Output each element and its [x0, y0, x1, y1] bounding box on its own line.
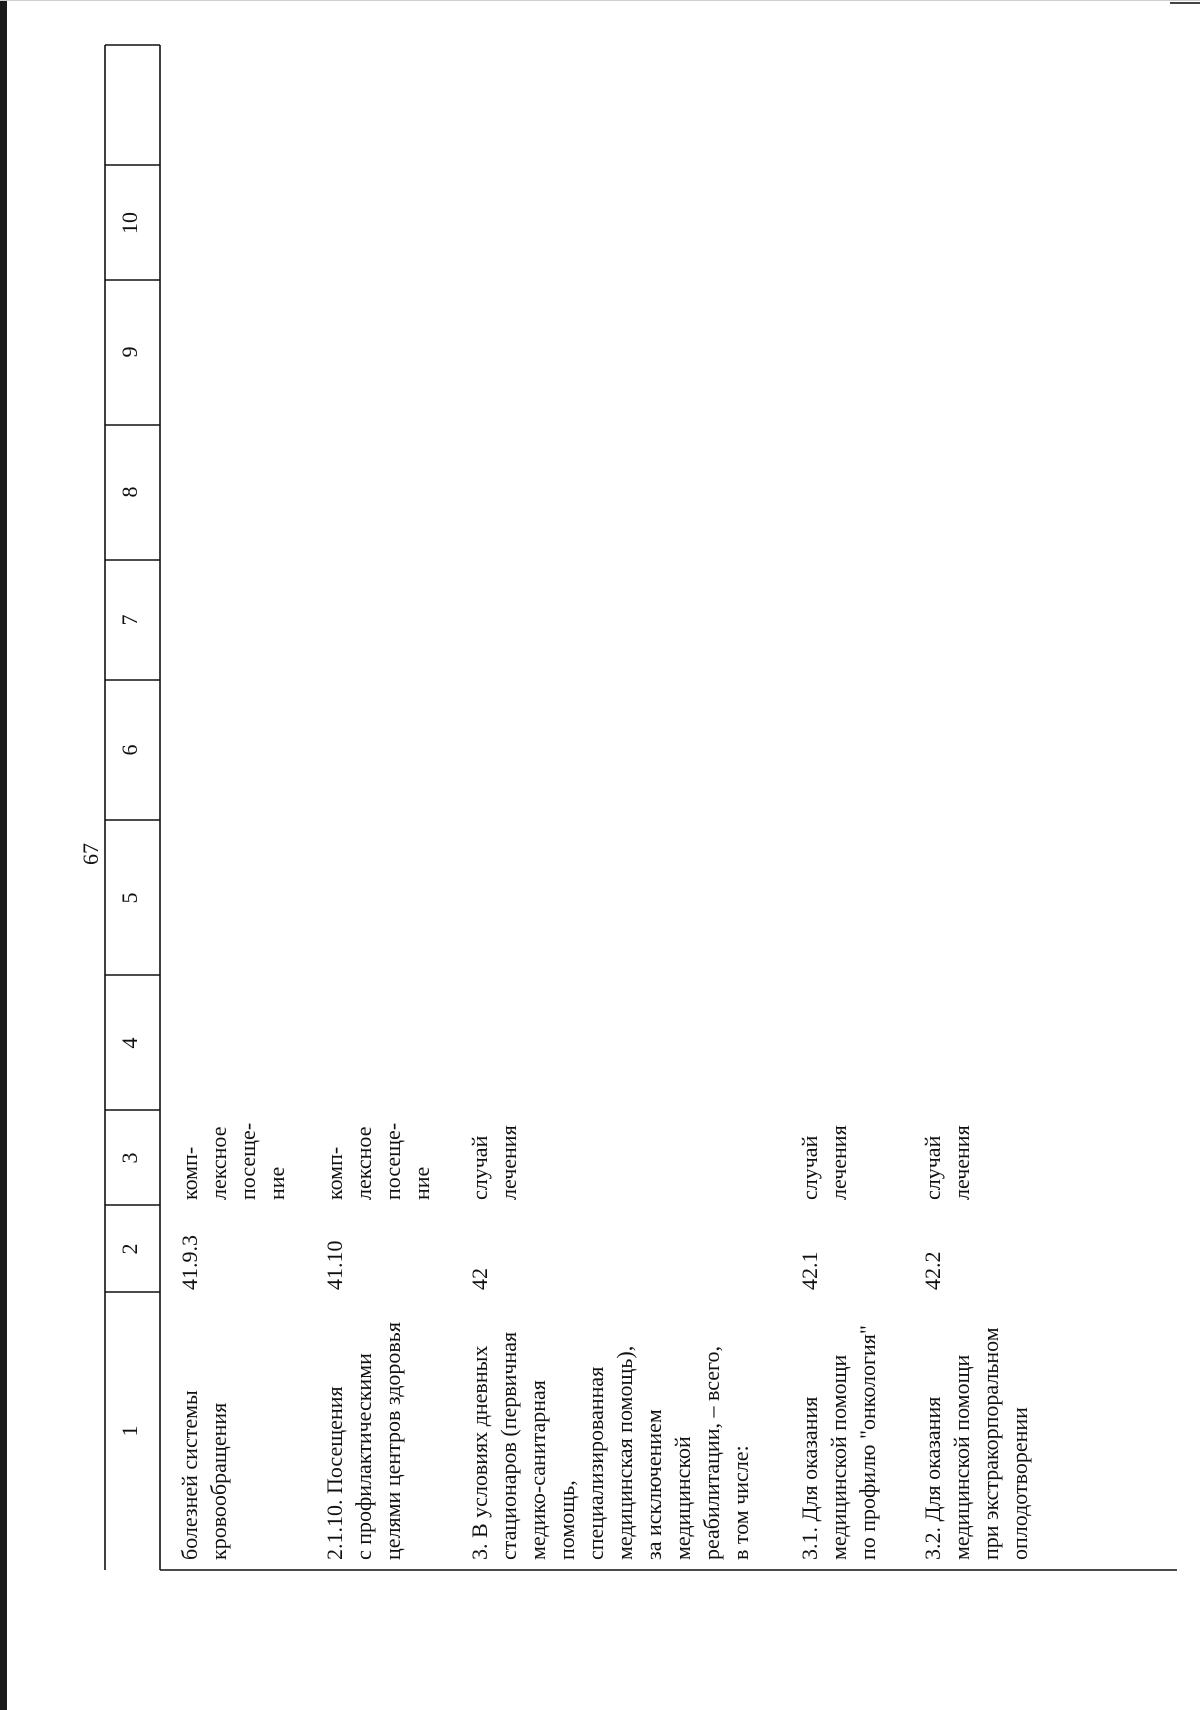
row-name-line: реабилитации, – всего,: [699, 1345, 724, 1560]
row-name-line: медико-санитарная: [525, 1380, 550, 1560]
row-unit-line: случай: [467, 1135, 492, 1200]
header-col-8: 8: [117, 486, 142, 498]
row-unit-line: лексное: [351, 1126, 376, 1200]
row-name-line: болезней системы: [177, 1390, 202, 1560]
row-unit-line: посеще-: [380, 1122, 405, 1200]
row-unit-line: посеще-: [235, 1122, 260, 1200]
row-unit-line: лечения: [496, 1125, 521, 1200]
row-name-line: по профилю "онкология": [855, 1325, 880, 1560]
header-col-5: 5: [117, 892, 142, 904]
row-unit-line: комп-: [322, 1146, 347, 1200]
header-col-2: 2: [117, 1243, 142, 1255]
row-name-line: с профилактическими: [351, 1353, 376, 1560]
header-col-6: 6: [117, 744, 142, 756]
row-name-line: 3.2. Для оказания: [920, 1396, 945, 1560]
row-name-line: стационаров (первичная: [496, 1331, 521, 1560]
row-name-line: 3. В условиях дневных: [467, 1345, 492, 1560]
row-name-line: специализированная: [583, 1366, 608, 1560]
page-number: 67: [78, 843, 103, 865]
row-name-line: помощь,: [554, 1480, 579, 1560]
row-unit-line: лексное: [206, 1126, 231, 1200]
row-name-line: медицинской помощи: [826, 1354, 851, 1560]
header-col-7: 7: [117, 614, 142, 626]
row-code: 41.9.3: [177, 1235, 202, 1290]
row-name-line: медицинской: [670, 1436, 695, 1560]
row-unit-line: случай: [797, 1135, 822, 1200]
row-code: 42.2: [920, 1251, 945, 1290]
row-name-line: за исключением: [641, 1409, 666, 1560]
row-name-line: при экстракорпоральном: [978, 1327, 1003, 1560]
row-name-line: целями центров здоровья: [380, 1322, 405, 1560]
header-col-4: 4: [117, 1037, 142, 1049]
header-col-1: 1: [117, 1425, 142, 1437]
row-unit-line: ние: [409, 1166, 434, 1200]
row-name-line: оплодотворении: [1007, 1407, 1032, 1560]
row-name-line: медицинской помощи: [949, 1354, 974, 1560]
row-unit-line: лечения: [826, 1125, 851, 1200]
row-name-line: в том числе:: [728, 1445, 753, 1560]
row-code: 41.10: [322, 1240, 347, 1290]
header-col-9: 9: [117, 346, 142, 358]
row-unit-line: лечения: [949, 1125, 974, 1200]
row-code: 42: [467, 1268, 492, 1290]
header-col-10: 10: [117, 212, 142, 234]
row-code: 42.1: [797, 1251, 822, 1290]
row-name-line: 3.1. Для оказания: [797, 1396, 822, 1560]
row-name-line: медицинская помощь),: [612, 1345, 637, 1560]
row-name-line: 2.1.10. Посещения: [322, 1386, 347, 1560]
header-col-3: 3: [117, 1152, 142, 1164]
row-unit-line: случай: [920, 1135, 945, 1200]
row-unit-line: ние: [264, 1166, 289, 1200]
row-name-line: кровообращения: [206, 1402, 231, 1560]
row-unit-line: комп-: [177, 1146, 202, 1200]
